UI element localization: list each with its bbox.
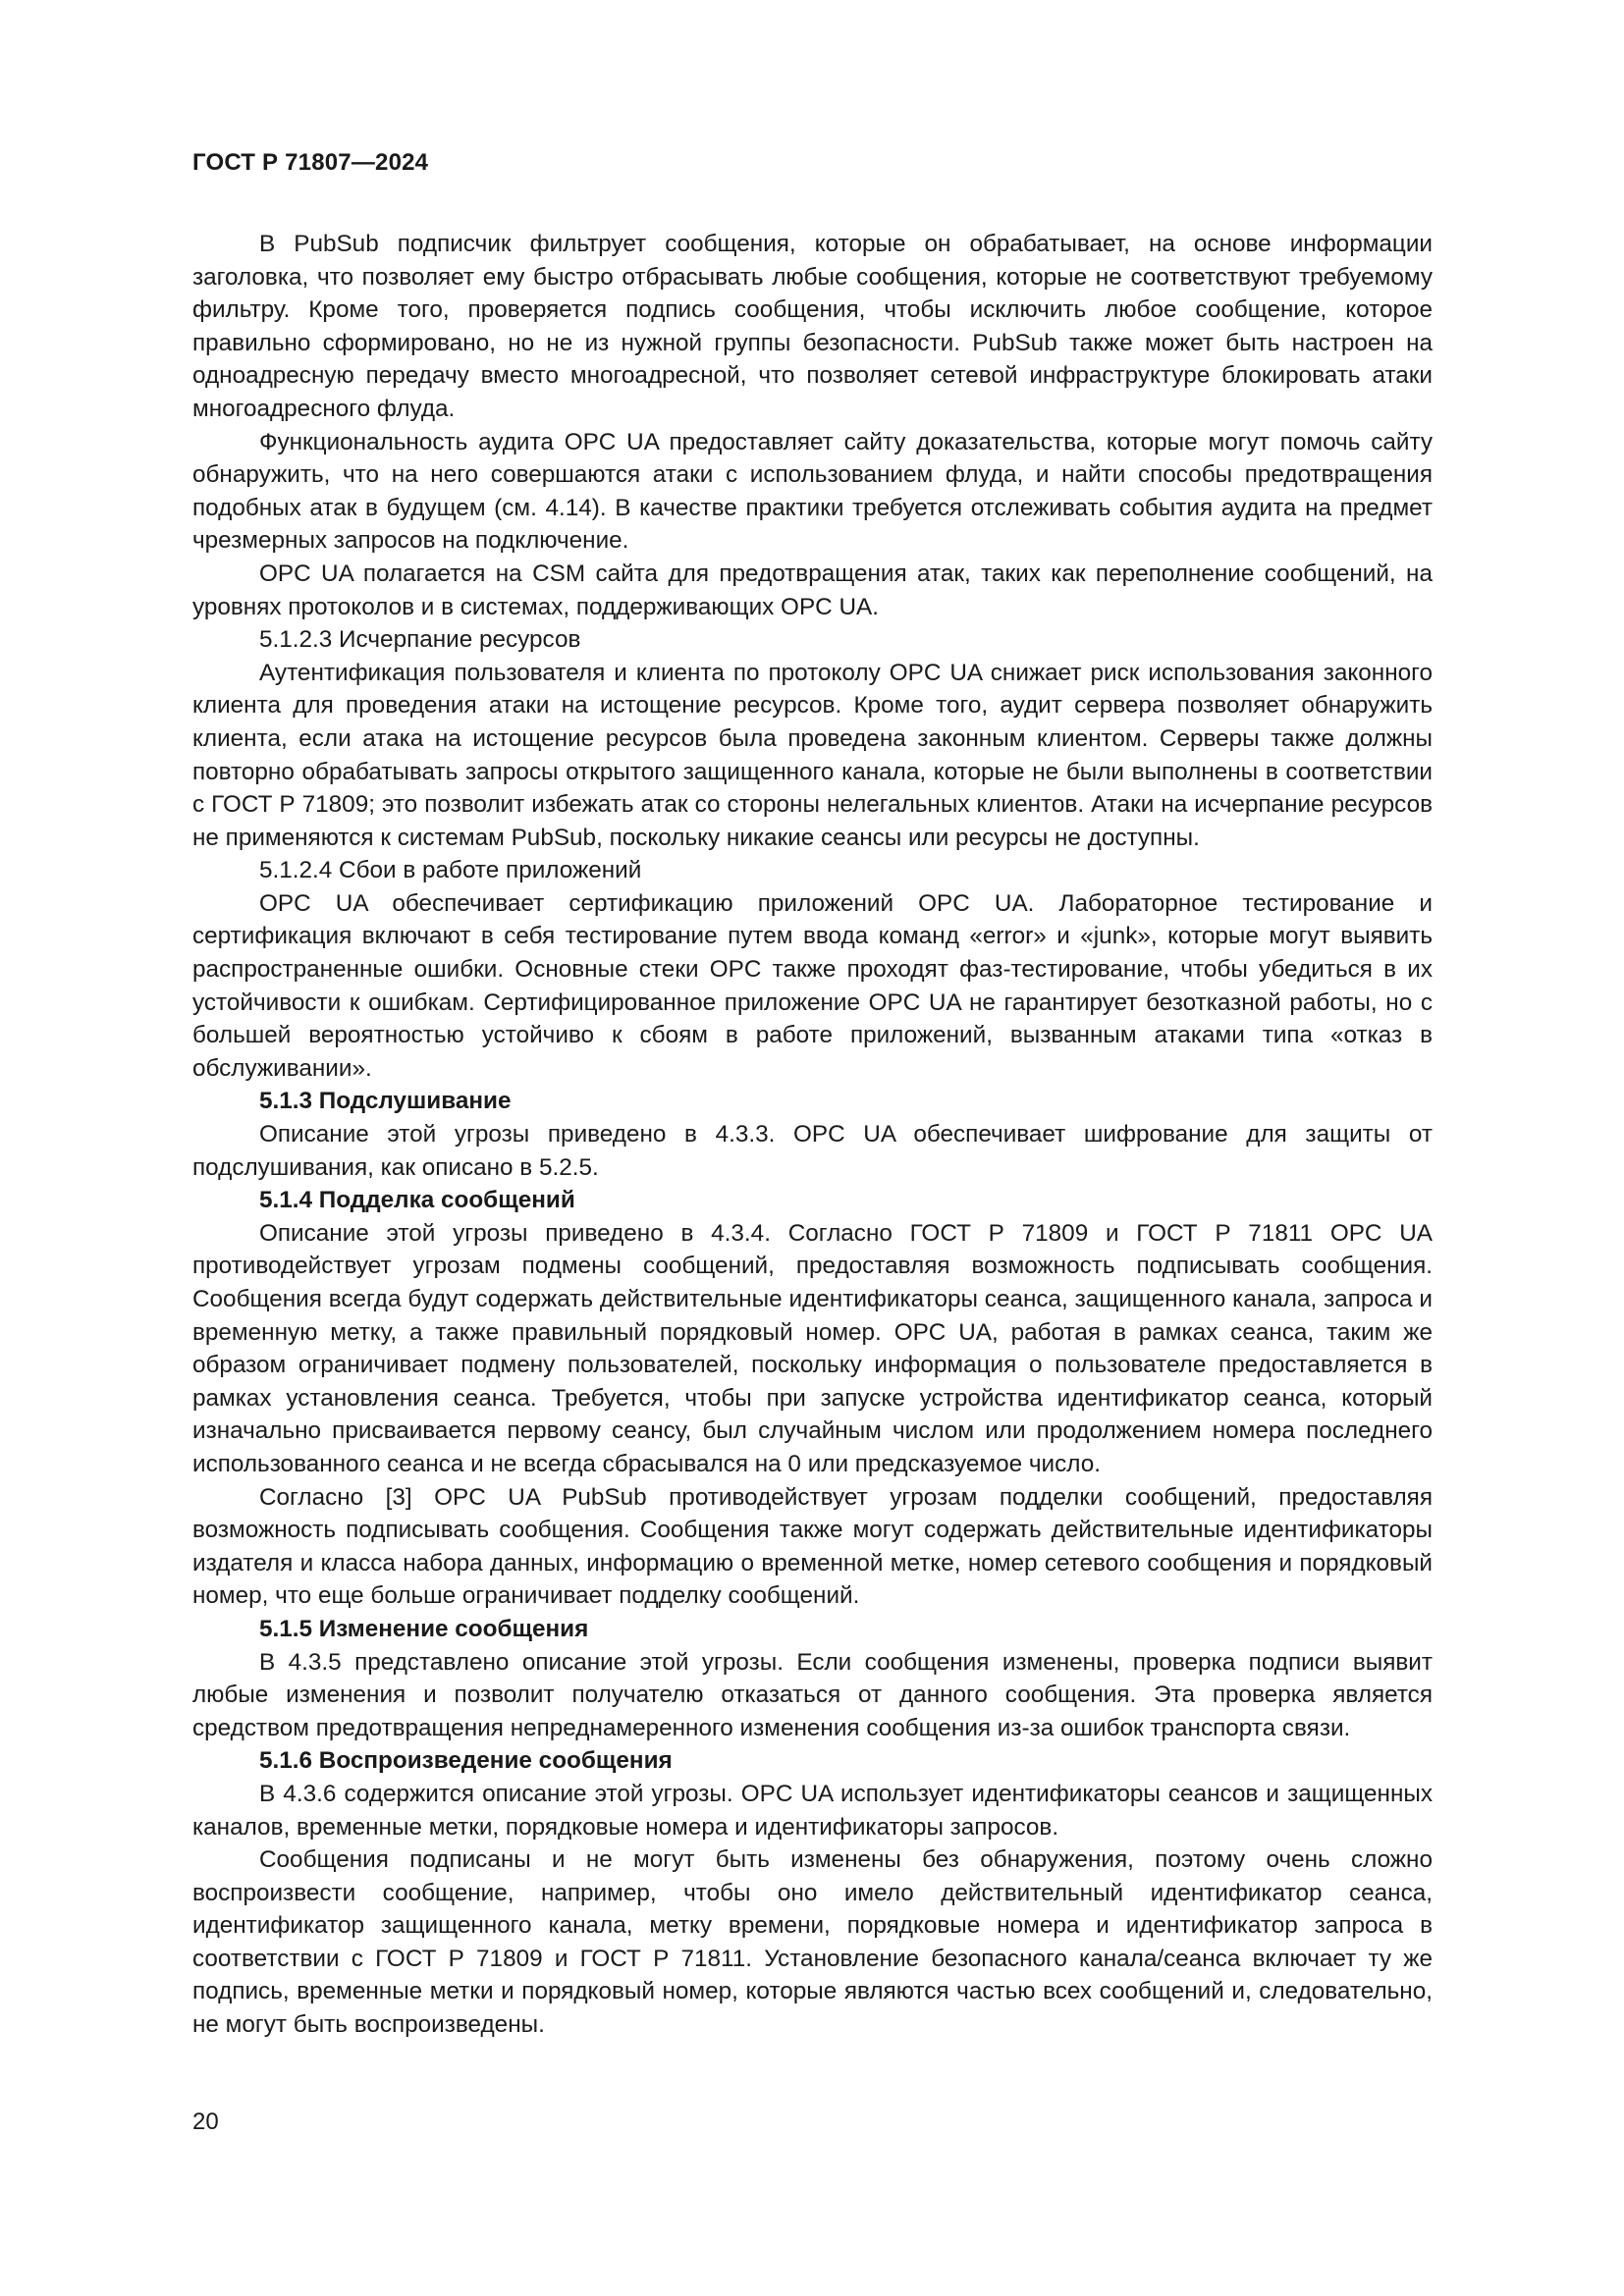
paragraph-pubsub-spoofing: Согласно [3] OPC UA PubSub противодействует угрозам подделки сообщений, предоставляя возможность подписывать сообщения. Сообщения также могут содержать действительные идентификаторы издателя и класса набора данных, информацию о временной метке, номер сетевого сообщения и порядковый номер, что еще больше ограничивает подделку сообщений.	[192, 1483, 1433, 1610]
document-header: ГОСТ Р 71807—2024	[192, 149, 429, 176]
paragraph-replay-signed: Сообщения подписаны и не могут быть изменены без обнаружения, поэтому очень сложно воспроизвести сообщение, например, чтобы оно имело действительный идентификатор сеанса, идентификатор защищенного канала, метку времени, порядковые номера и идентификатор запроса в соответствии с ГОСТ Р 71809 и ГОСТ Р 71811. Установление безопасного канала/сеанса включает ту же подпись, временные метки и порядковый номер, которые являются частью всех сообщений и, следовательно, не могут быть воспроизведены.	[192, 1846, 1433, 2039]
paragraph-application-crashes: OPC UA обеспечивает сертификацию приложений OPC UA. Лабораторное тестирование и сертификация включают в себя тестирование путем ввода команд «error» и «junk», которые могут выявить распространенные ошибки. Основные стеки OPC также проходят фаз-тестирование, чтобы убедиться в их устойчивости к ошибкам. Сертифицированное приложение OPC UA не гарантирует безотказной работы, но с большей вероятностью устойчиво к сбоям в работе приложений, вызванным атаками типа «отказ в обслуживании».	[192, 889, 1433, 1082]
document-body	[192, 228, 1433, 2042]
heading-5-1-6: 5.1.6 Воспроизведение сообщения	[259, 1747, 673, 1775]
heading-5-1-2-3: 5.1.2.3 Исчерпание ресурсов	[259, 626, 581, 654]
page-number: 20	[192, 2109, 219, 2135]
heading-5-1-5: 5.1.5 Изменение сообщения	[259, 1615, 589, 1642]
paragraph-message-spoofing: Описание этой угрозы приведено в 4.3.4. Согласно ГОСТ Р 71809 и ГОСТ Р 71811 OPC UA противодействует угрозам подмены сообщений, предоставляя возможность подписывать сообщения. Сообщения всегда будут содержать действительные идентификаторы сеанса, защищенного канала, запроса и временную метку, а также правильный порядковый номер. OPC UA, работая в рамках сеанса, таким же образом ограничивает подмену пользователей, поскольку информация о пользователе предоставляется в рамках установления сеанса. Требуется, чтобы при запуске устройства идентификатор сеанса, который изначально присваивается первому сеансу, был случайным числом или продолжением номера последнего использованного сеанса и не всегда сбрасывался на 0 или предсказуемое число.	[192, 1219, 1433, 1477]
paragraph-pubsub-filter: В PubSub подписчик фильтрует сообщения, которые он обрабатывает, на основе информации заголовка, что позволяет ему быстро отбрасывать любые сообщения, которые не соответствуют требуемому фильтру. Кроме того, проверяется подпись сообщения, чтобы исключить любое сообщение, которое правильно сформировано, но не из нужной группы безопасности. PubSub также может быть настроен на одноадресную передачу вместо многоадресной, что позволяет сетевой инфраструктуре блокировать атаки многоадресного флуда.	[192, 231, 1433, 422]
paragraph-message-replay: В 4.3.6 содержится описание этой угрозы. OPC UA использует идентификаторы сеансов и защищенных каналов, временные метки, порядковые номера и идентификаторы запросов.	[192, 1780, 1433, 1841]
paragraph-resource-exhaustion: Аутентификация пользователя и клиента по протоколу OPC UA снижает риск использования законного клиента для проведения атаки на истощение ресурсов. Кроме того, аудит сервера позволяет обнаружить клиента, если атака на истощение ресурсов была проведена законным клиентом. Серверы также должны повторно обрабатывать запросы открытого защищенного канала, которые не были выполнены в соответствии с ГОСТ Р 71809; это позволит избежать атак со стороны нелегальных клиентов. Атаки на исчерпание ресурсов не применяются к системам PubSub, поскольку никакие сеансы или ресурсы не доступны.	[192, 659, 1433, 851]
heading-5-1-2-4: 5.1.2.4 Сбои в работе приложений	[259, 857, 642, 884]
paragraph-csm: OPC UA полагается на CSM сайта для предотвращения атак, таких как переполнение сообщений, на уровнях протоколов и в системах, поддерживающих OPC UA.	[192, 560, 1433, 620]
heading-5-1-4: 5.1.4 Подделка сообщений	[259, 1187, 575, 1214]
heading-5-1-3: 5.1.3 Подслушивание	[259, 1088, 512, 1115]
paragraph-message-alteration: В 4.3.5 представлено описание этой угрозы. Если сообщения изменены, проверка подписи выявит любые изменения и позволит получателю отказаться от данного сообщения. Эта проверка является средством предотвращения непреднамеренного изменения сообщения из-за ошибок транспорта связи.	[192, 1648, 1433, 1741]
paragraph-eavesdropping: Описание этой угрозы приведено в 4.3.3. OPC UA обеспечивает шифрование для защиты от подслушивания, как описано в 5.2.5.	[192, 1121, 1433, 1181]
paragraph-audit: Функциональность аудита OPC UA предоставляет сайту доказательства, которые могут помочь сайту обнаружить, что на него совершаются атаки с использованием флуда, и найти способы предотвращения подобных атак в будущем (см. 4.14). В качестве практики требуется отслеживать события аудита на предмет чрезмерных запросов на подключение.	[192, 428, 1433, 555]
